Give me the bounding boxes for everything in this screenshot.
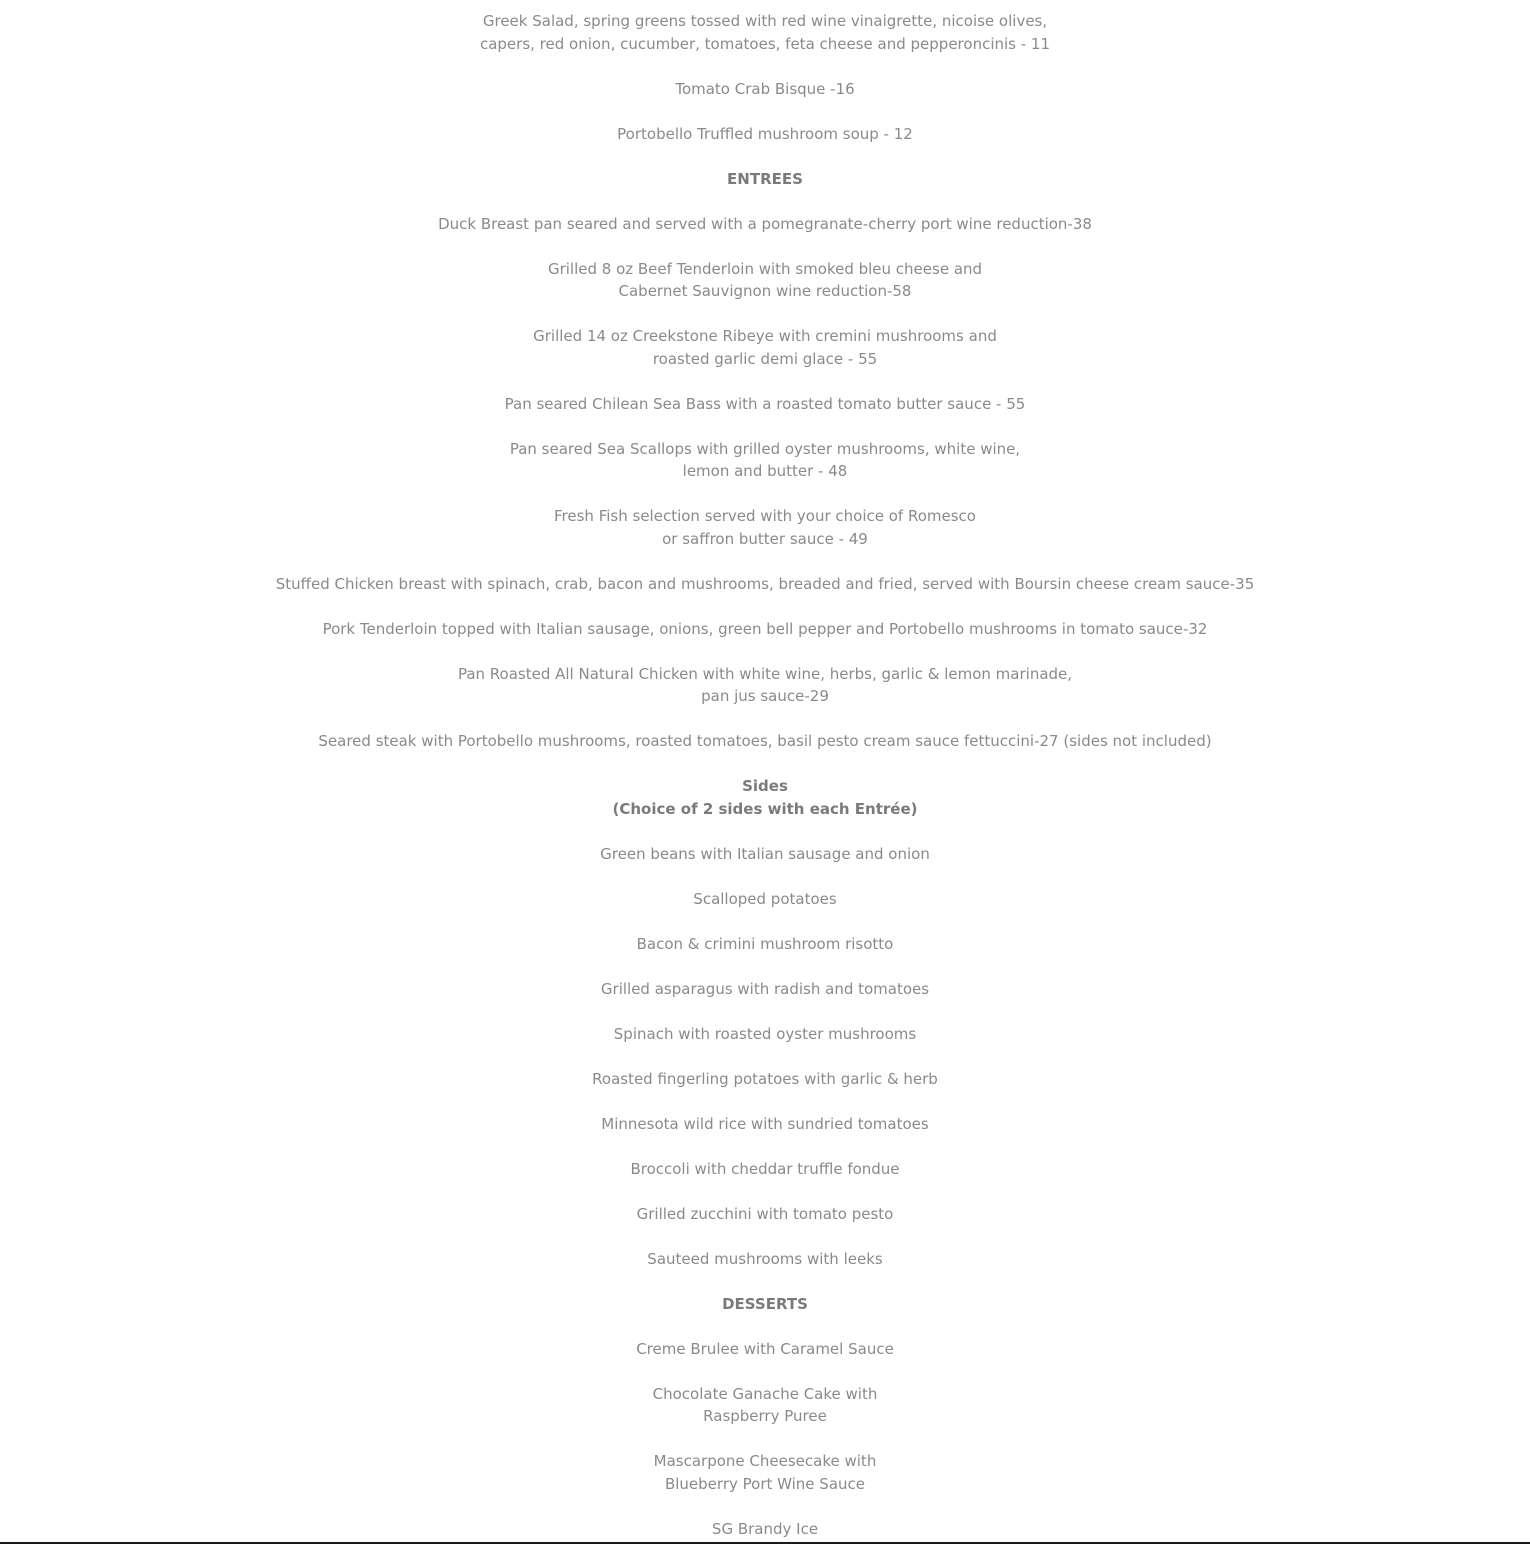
- menu-item: [0, 730, 1530, 753]
- menu-item-line: Blueberry Port Wine Sauce: [664, 1474, 866, 1493]
- menu-item-line: Grilled 14 oz Creekstone Ribeye with cremini mushrooms and: [533, 327, 997, 345]
- menu-item-line: or saffron butter sauce - 49: [662, 529, 868, 548]
- menu-item: [0, 325, 1530, 370]
- menu-item: [0, 258, 1530, 303]
- menu-item-line: Greek Salad, spring greens tossed with red wine vinaigrette, nicoise olives,: [482, 12, 1048, 30]
- menu-item: [0, 573, 1530, 596]
- menu-item-line: Grilled asparagus with radish and tomatoes: [600, 979, 930, 998]
- sides-heading: [0, 775, 1530, 820]
- menu-item: [0, 933, 1530, 956]
- entrees-heading: [0, 168, 1530, 191]
- section-heading-text: DESSERTS: [722, 1294, 808, 1313]
- menu-item-line: Pork Tenderloin topped with Italian sausage, onions, green bell pepper and Portobello mushrooms in tomato sauce-32: [322, 619, 1208, 638]
- menu-item: [0, 123, 1530, 146]
- entrees-section: [0, 168, 1530, 753]
- menu-item: [0, 978, 1530, 1001]
- menu-item: [0, 1158, 1530, 1181]
- menu-item: [0, 888, 1530, 911]
- menu-item-line: Pan seared Sea Scallops with grilled oyster mushrooms, white wine,: [509, 439, 1021, 458]
- menu-item: [0, 1450, 1530, 1495]
- section-heading-text: ENTREES: [727, 169, 803, 188]
- section-subheading-text: (Choice of 2 sides with each Entrée): [612, 799, 918, 818]
- menu-item-line: Roasted fingerling potatoes with garlic & herb: [592, 1069, 938, 1088]
- menu-item-line: Pan seared Chilean Sea Bass with a roasted tomato butter sauce - 55: [504, 394, 1026, 413]
- menu-item: [0, 843, 1530, 866]
- menu-item: [0, 1068, 1530, 1091]
- desserts-section: [0, 1293, 1530, 1541]
- menu-item: [0, 1338, 1530, 1361]
- menu-item-line: Grilled 8 oz Beef Tenderloin with smoked bleu cheese and: [547, 259, 983, 278]
- menu-content: [0, 10, 1530, 1563]
- menu-item-line: Tomato Crab Bisque -16: [675, 79, 855, 98]
- bottom-divider: [0, 1542, 1530, 1544]
- menu-item: [0, 1248, 1530, 1271]
- section-heading-text: Sides: [742, 777, 788, 795]
- menu-item-line: SG Brandy Ice: [711, 1519, 819, 1538]
- menu-item-line: Scalloped potatoes: [693, 889, 837, 908]
- menu-item-line: Cabernet Sauvignon wine reduction-58: [618, 282, 912, 300]
- menu-item: [0, 393, 1530, 416]
- menu-item: [0, 1113, 1530, 1136]
- menu-item-line: Minnesota wild rice with sundried tomatoes: [601, 1114, 929, 1133]
- desserts-heading: [0, 1293, 1530, 1316]
- menu-item-line: Sauteed mushrooms with leeks: [647, 1249, 883, 1268]
- menu-item: [0, 618, 1530, 641]
- menu-item-line: Bacon & crimini mushroom risotto: [636, 934, 894, 953]
- menu-item-line: Duck Breast pan seared and served with a pomegranate-cherry port wine reduction-38: [438, 214, 1092, 233]
- menu-item: [0, 1383, 1530, 1428]
- menu-item-line: Broccoli with cheddar truffle fondue: [630, 1159, 900, 1178]
- menu-item-line: Stuffed Chicken breast with spinach, crab, bacon and mushrooms, breaded and fried, served with Boursin cheese cream sauce-35: [275, 574, 1255, 593]
- menu-item-line: Green beans with Italian sausage and onion: [600, 844, 930, 863]
- menu-item-line: Chocolate Ganache Cake with: [652, 1384, 878, 1403]
- menu-item-line: Portobello Truffled mushroom soup - 12: [617, 124, 913, 143]
- menu-item: [0, 1023, 1530, 1046]
- menu-item-line: Raspberry Puree: [703, 1407, 827, 1425]
- menu-item-line: Creme Brulee with Caramel Sauce: [636, 1339, 894, 1358]
- menu-item-line: capers, red onion, cucumber, tomatoes, feta cheese and pepperoncinis - 11: [479, 34, 1051, 53]
- menu-item-line: roasted garlic demi glace - 55: [652, 349, 878, 368]
- menu-item-line: Seared steak with Portobello mushrooms, roasted tomatoes, basil pesto cream sauce fettuccini-27 (sides not included): [318, 732, 1212, 750]
- sides-section: [0, 775, 1530, 1270]
- menu-item: [0, 213, 1530, 236]
- menu-item-line: Fresh Fish selection served with your choice of Romesco: [554, 507, 976, 525]
- menu-item-line: Grilled zucchini with tomato pesto: [636, 1204, 894, 1223]
- menu-item-line: Mascarpone Cheesecake with: [653, 1452, 877, 1470]
- menu-item: [0, 1518, 1530, 1541]
- menu-item: [0, 663, 1530, 708]
- menu-item-line: Pan Roasted All Natural Chicken with white wine, herbs, garlic & lemon marinade,: [457, 664, 1073, 683]
- menu-item-line: pan jus sauce-29: [701, 687, 829, 705]
- starters-section: [0, 10, 1530, 145]
- menu-item: [0, 438, 1530, 483]
- menu-item: [0, 1203, 1530, 1226]
- menu-item: [0, 505, 1530, 550]
- menu-item-line: lemon and butter - 48: [682, 462, 848, 480]
- menu-item: [0, 78, 1530, 101]
- menu-item: [0, 10, 1530, 55]
- menu-item-line: Spinach with roasted oyster mushrooms: [613, 1024, 917, 1043]
